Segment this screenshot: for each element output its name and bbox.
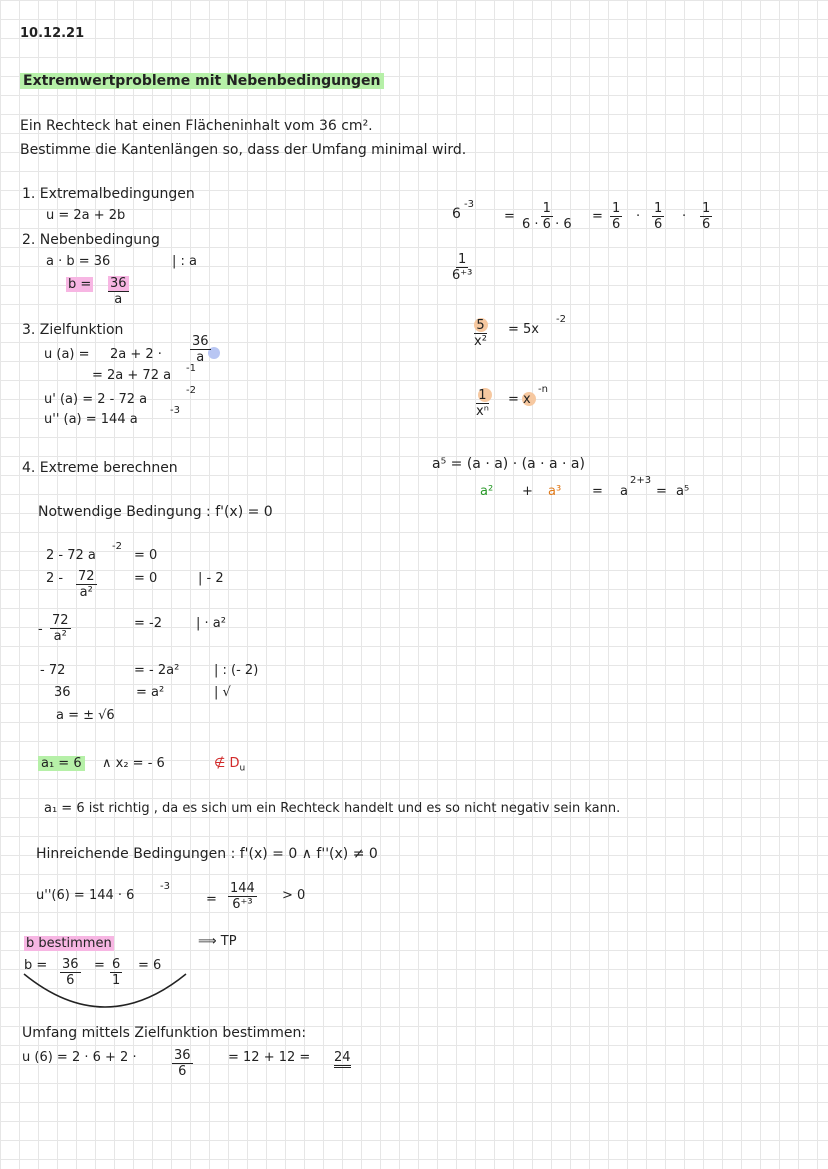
side-power-equals: = (592, 484, 603, 499)
result-x2: ∧ x₂ = - 6 (102, 756, 165, 771)
b-fraction: $\frac{36}{a}$ (110, 276, 127, 307)
side-power-plus: + (522, 484, 533, 499)
objective-lhs: u (a) = (44, 347, 90, 362)
second-derivative-exponent: -3 (170, 405, 180, 416)
step-3-minus: - (38, 622, 43, 637)
objective-simplified: = 2a + 72 a (92, 368, 172, 383)
step-1-exponent: -2 (112, 541, 122, 552)
side-example-2-fraction: $\frac{1}{\text{xⁿ}}$ (476, 388, 489, 419)
side-example-exponent: -2 (556, 314, 566, 325)
perimeter-result: 24 (334, 1050, 351, 1066)
step-2-rhs: = 0 (134, 571, 158, 586)
step-4-rhs: = - 2a² (134, 663, 180, 678)
b-fraction-2: $\frac{6}{1}$ (112, 957, 121, 988)
step-2-fraction: $\frac{72}{\text{a²}}$ (78, 569, 95, 600)
side-power-a2: a² (480, 484, 494, 499)
side-example-2-exponent: -n (538, 384, 548, 395)
section-3-heading: 3. Zielfunktion (22, 322, 124, 338)
step-1-rhs: = 0 (134, 548, 158, 563)
objective-rhs: 2a + 2 · (110, 347, 162, 362)
side-power-combined: a (620, 484, 628, 499)
side-frac-c: $\frac{1}{6}$ (702, 201, 711, 232)
section-1-heading: 1. Extremalbedingungen (22, 186, 195, 202)
second-derivative: u'' (a) = 144 a (44, 412, 138, 427)
check-equals: = (206, 892, 217, 907)
b-result: = 6 (138, 958, 162, 973)
extremal-equation: u = 2a + 2b (46, 208, 126, 223)
side-power-fraction: $\frac{1}{6 \cdot 6 \cdot 6}$ (522, 201, 572, 232)
side-power-equals: = (504, 209, 515, 224)
side-power-equals-2: = (656, 484, 667, 499)
side-power-combined-exponent: 2+3 (630, 475, 652, 486)
constraint-equation: a · b = 36 (46, 254, 111, 269)
task-line-1: Ein Rechteck hat einen Flächeninhalt vom 36 cm². (20, 118, 373, 134)
step-4-operation: | : (- 2) (214, 663, 259, 678)
step-2-lhs: 2 - (46, 571, 64, 586)
b-equals-1: = (94, 958, 105, 973)
sufficient-condition: Hinreichende Bedingungen : f'(x) = 0 ∧ f''(x) ≠ 0 (36, 846, 378, 862)
arc-decoration (20, 970, 190, 1020)
objective-exponent: -1 (186, 363, 196, 374)
side-example-equals: = 5x (508, 322, 539, 337)
result-domain: ∉ $D_u$ (214, 756, 246, 774)
first-derivative: u' (a) = 2 - 72 a (44, 392, 148, 407)
check-lhs: u''(6) = 144 · 6 (36, 888, 135, 903)
step-5-rhs: = a² (136, 685, 165, 700)
side-example-2-equals: = x (508, 392, 531, 407)
side-power-a3: a³ (548, 484, 562, 499)
task-line-2: Bestimme die Kantenlängen so, dass der Umfang minimal wird. (20, 142, 467, 158)
side-power-equals-2: = (592, 209, 603, 224)
check-greater: > 0 (282, 888, 306, 903)
side-power-result: a⁵ (676, 484, 690, 499)
result-note: a₁ = 6 ist richtig , da es sich um ein Rechteck handelt und es so nicht negativ sein kann. (44, 801, 621, 816)
turning-point: ⟹ TP (198, 934, 237, 949)
first-derivative-exponent: -2 (186, 385, 196, 396)
side-frac-b: $\frac{1}{6}$ (654, 201, 663, 232)
constraint-operation: | : a (172, 254, 197, 269)
step-6: a = ± √6 (56, 708, 115, 723)
b-heading: b bestimmen (26, 936, 112, 951)
section-4-heading: 4. Extreme berechnen (22, 460, 178, 476)
side-dot-2: · (682, 209, 687, 224)
date: 10.12.21 (20, 26, 85, 41)
step-2-operation: | - 2 (198, 571, 224, 586)
b-lhs: b = (24, 958, 48, 973)
step-3-rhs: = -2 (134, 616, 162, 631)
step-1: 2 - 72 a (46, 548, 96, 563)
side-reciprocal: $\frac{1}{\text{6⁺³}}$ (452, 252, 473, 283)
perimeter-heading: Umfang mittels Zielfunktion bestimmen: (22, 1025, 307, 1041)
result-a1: a₁ = 6 (38, 756, 85, 772)
perimeter-rhs: = 12 + 12 = (228, 1050, 311, 1065)
side-dot-1: · (636, 209, 641, 224)
section-2-heading: 2. Nebenbedingung (22, 232, 160, 248)
necessary-condition: Notwendige Bedingung : f'(x) = 0 (38, 504, 273, 520)
step-3-fraction: $\frac{72}{\text{a²}}$ (52, 613, 69, 644)
b-fraction-1: $\frac{36}{6}$ (62, 957, 79, 988)
side-example-fraction: $\frac{5}{\text{x²}}$ (474, 318, 487, 349)
objective-fraction: $\frac{36}{a}$ (192, 334, 209, 365)
step-5-lhs: 36 (54, 685, 71, 700)
step-5-operation: | √ (214, 685, 231, 700)
side-power-exponent: -3 (464, 199, 474, 210)
step-4-lhs: - 72 (40, 663, 66, 678)
b-expression: b = (68, 277, 92, 292)
side-power-base: 6 (452, 206, 461, 222)
side-frac-a: $\frac{1}{6}$ (612, 201, 621, 232)
side-power-rule: a⁵ = (a · a) · (a · a · a) (432, 456, 585, 472)
perimeter-lhs: u (6) = 2 · 6 + 2 · (22, 1050, 137, 1065)
page-title: Extremwertprobleme mit Nebenbedingungen (20, 73, 384, 89)
step-3-operation: | · a² (196, 616, 226, 631)
check-exponent: -3 (160, 881, 170, 892)
perimeter-fraction: $\frac{36}{6}$ (174, 1048, 191, 1079)
check-fraction: $\frac{144}{\text{6⁺³}}$ (230, 881, 255, 912)
